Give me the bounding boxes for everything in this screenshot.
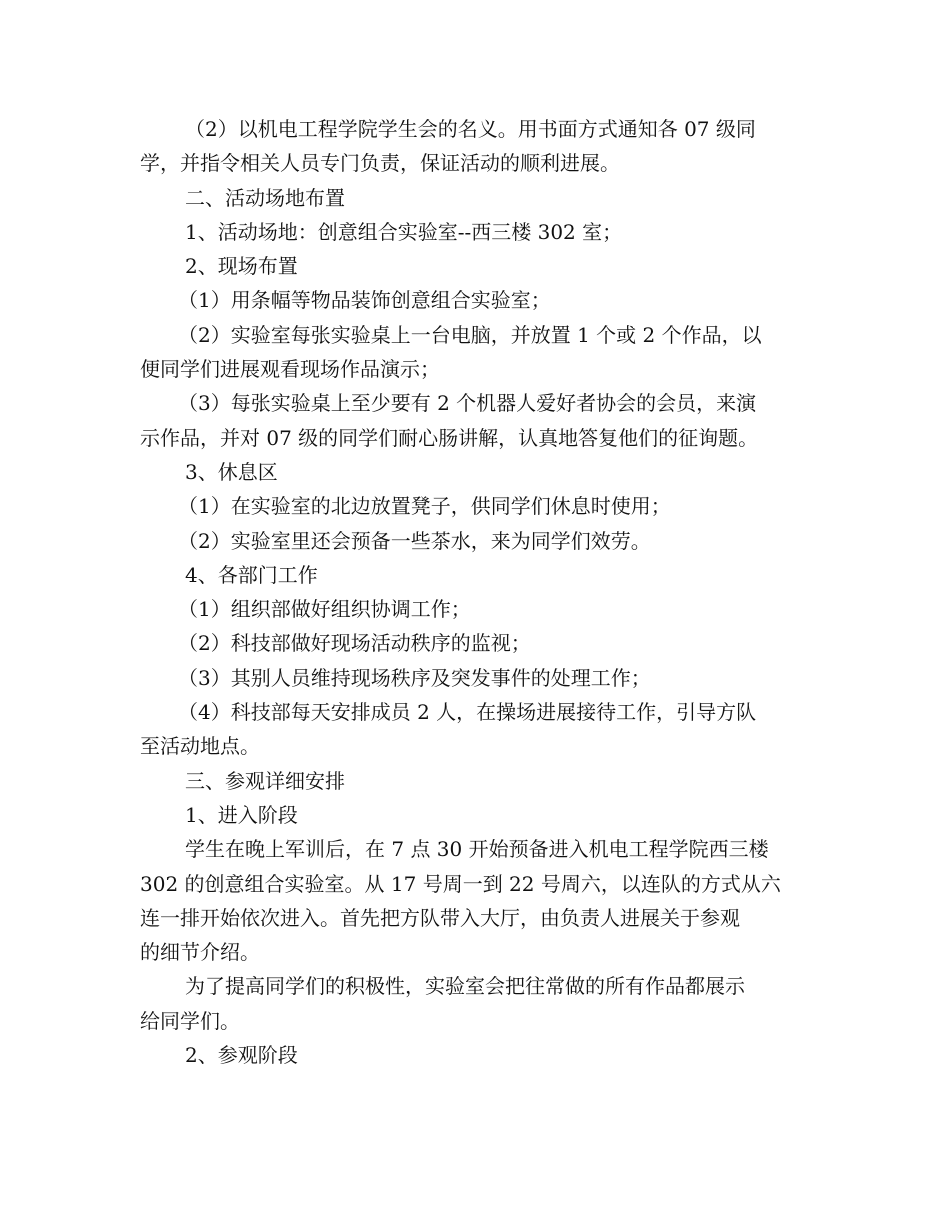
text-line-1: （2）以机电工程学院学生会的名义。用书面方式通知各 07 级同 <box>185 117 756 141</box>
text-line-14: 4、各部门工作 <box>185 562 318 587</box>
text-line-6: （1）用条幅等物品装饰创意组合实验室； <box>178 288 551 313</box>
text-line-16: （2）科技部做好现场活动秩序的监视； <box>178 631 531 656</box>
text-line-12: （1）在实验室的北边放置凳子，供同学们休息时使用； <box>178 494 671 519</box>
text-line-18: （4）科技部每天安排成员 2 人，在操场进展接待工作，引导方队 <box>178 700 757 725</box>
text-line-28: 2、参观阶段 <box>185 1043 298 1068</box>
text-line-10: 示作品，并对 07 级的同学们耐心肠讲解，认真地答复他们的征询题。 <box>140 425 759 450</box>
text-line-24: 连一排开始依次进入。首先把方队带入大厅，由负责人进展关于参观 <box>140 905 740 930</box>
section-heading-2: 二、活动场地布置 <box>185 185 345 210</box>
text-line-26: 为了提高同学们的积极性，实验室会把往常做的所有作品都展示 <box>185 974 745 999</box>
text-line-7: （2）实验室每张实验桌上一台电脑，并放置 1 个或 2 个作品，以 <box>178 322 762 347</box>
text-line-4: 1、活动场地：创意组合实验室--西三楼 302 室； <box>185 219 623 244</box>
text-line-21: 1、进入阶段 <box>185 802 298 827</box>
text-line-11: 3、休息区 <box>185 459 278 484</box>
text-line-23: 302 的创意组合实验室。从 17 号周一到 22 号周六，以连队的方式从六 <box>140 871 781 896</box>
text-line-15: （1）组织部做好组织协调工作； <box>178 597 471 622</box>
text-line-5: 2、现场布置 <box>185 254 298 279</box>
text-line-27: 给同学们。 <box>140 1008 240 1033</box>
section-heading-3: 三、参观详细安排 <box>185 768 345 793</box>
text-line-9: （3）每张实验桌上至少要有 2 个机器人爱好者协会的会员，来演 <box>178 391 757 416</box>
text-line-19: 至活动地点。 <box>140 734 260 759</box>
text-line-2: 学，并指令相关人员专门负责，保证活动的顺利进展。 <box>140 151 620 176</box>
text-line-13: （2）实验室里还会预备一些茶水，来为同学们效劳。 <box>178 528 651 553</box>
text-line-8: 便同学们进展观看现场作品演示； <box>140 357 440 382</box>
text-line-17: （3）其别人员维持现场秩序及突发事件的处理工作； <box>178 665 651 690</box>
text-line-25: 的细节介绍。 <box>140 940 260 965</box>
text-line-22: 学生在晚上军训后，在 7 点 30 开始预备进入机电工程学院西三楼 <box>185 837 769 862</box>
